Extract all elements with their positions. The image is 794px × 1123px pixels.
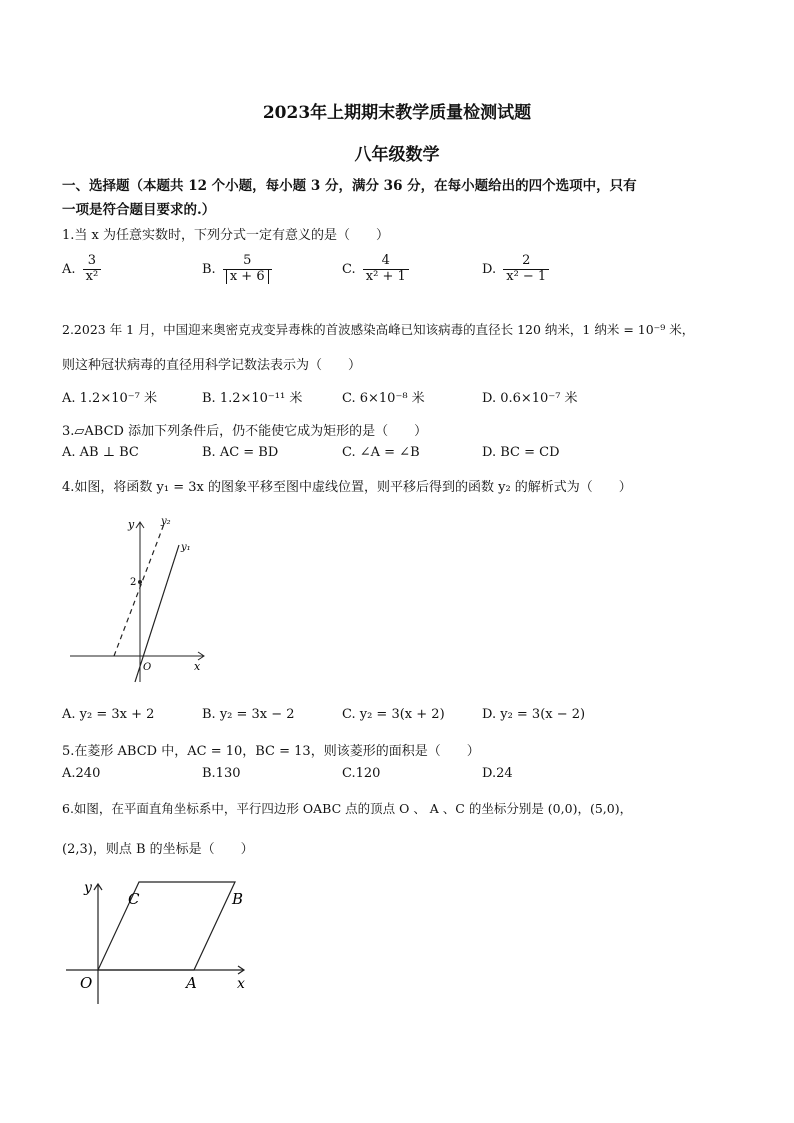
q4-tick-label: 2	[130, 577, 137, 588]
q4-origin-label: O	[143, 662, 152, 673]
q1-option-d-den: x² − 1	[503, 269, 549, 285]
page-title: 2023年上期期末教学质量检测试题	[262, 103, 532, 123]
q5-option-b[interactable]: B.130	[202, 766, 241, 781]
q1-option-b-label: B.	[202, 261, 216, 277]
q6-parallelogram	[98, 882, 235, 970]
q4-option-d[interactable]: D. y₂ = 3(x − 2)	[482, 707, 586, 722]
q1-option-a-num: 3	[87, 253, 97, 268]
q1-option-d-num: 2	[522, 253, 531, 268]
q2-stem-line1: 2.2023 年 1 月，中国迎来奥密克戎变异毒株的首波感染高峰已知该病毒的直径长 120 纳米，1 纳米 = 10⁻⁹ 米，	[62, 322, 695, 337]
q1-option-d-fraction	[503, 254, 549, 285]
q6-x-label: x	[237, 976, 245, 992]
q1-option-c-label: C.	[342, 261, 356, 277]
q3-option-c[interactable]: C. ∠A = ∠B	[342, 445, 420, 460]
q4-line-y2	[114, 524, 164, 656]
q1-option-d-label: D.	[482, 261, 497, 277]
q6-graph	[62, 872, 262, 1012]
q1-option-b-fraction	[223, 254, 272, 285]
q6-label-b: B	[232, 890, 244, 908]
q3-option-d[interactable]: D. BC = CD	[482, 445, 560, 460]
q5-option-d[interactable]: D.24	[482, 766, 513, 781]
q2-option-c[interactable]: C. 6×10⁻⁸ 米	[342, 391, 425, 406]
q2-option-a[interactable]: A. 1.2×10⁻⁷ 米	[62, 391, 157, 406]
q6-label-o: O	[80, 974, 93, 992]
q3-option-b[interactable]: B. AC = BD	[202, 445, 279, 460]
q4-y2-label: y₂	[161, 516, 171, 527]
q1-option-b-num: 5	[243, 253, 252, 268]
q6-label-c: C	[128, 890, 140, 908]
q1-option-c[interactable]	[342, 254, 409, 285]
q4-option-c[interactable]: C. y₂ = 3(x + 2)	[342, 707, 445, 722]
q1-option-c-den: x² + 1	[363, 269, 409, 285]
q1-option-a-den: x²	[83, 269, 102, 285]
q4-intercept-point	[138, 580, 142, 584]
q3-stem: 3.▱ABCD 添加下列条件后，仍不能使它成为矩形的是（ ）	[62, 424, 428, 439]
q2-option-b[interactable]: B. 1.2×10⁻¹¹ 米	[202, 391, 303, 406]
q1-option-a[interactable]	[62, 254, 101, 285]
q1-option-a-label: A.	[62, 261, 76, 277]
q4-y-label: y	[128, 518, 135, 531]
q4-option-a[interactable]: A. y₂ = 3x + 2	[62, 707, 155, 722]
q4-option-b[interactable]: B. y₂ = 3x − 2	[202, 707, 295, 722]
q5-option-c[interactable]: C.120	[342, 766, 381, 781]
q4-x-label: x	[194, 660, 201, 673]
section-heading-line2: 一项是符合题目要求的.）	[62, 202, 216, 218]
q4-y1-label: y₁	[181, 542, 191, 553]
q1-option-d[interactable]	[482, 254, 549, 285]
q1-option-c-num: 4	[381, 253, 390, 268]
q4-line-y1	[135, 545, 179, 682]
section-heading-line1: 一、选择题（本题共 12 个小题，每小题 3 分，满分 36 分，在每小题给出的四个选项中，只有	[62, 178, 637, 194]
q1-option-a-fraction	[83, 254, 102, 285]
q5-stem: 5.在菱形 ABCD 中，AC = 10，BC = 13，则该菱形的面积是（ ）	[62, 744, 480, 759]
q1-stem: 1.当 x 为任意实数时，下列分式一定有意义的是（ ）	[62, 228, 389, 243]
q4-stem: 4.如图，将函数 y₁ = 3x 的图象平移至图中虚线位置，则平移后得到的函数 y₂ 的解析式为（ ）	[62, 480, 632, 495]
q1-option-b[interactable]	[202, 254, 272, 285]
q2-option-d[interactable]: D. 0.6×10⁻⁷ 米	[482, 391, 578, 406]
q6-stem-line1: 6.如图，在平面直角坐标系中，平行四边形 OABC 点的顶点 O 、 A 、C 的坐标分别是 (0,0)，(5,0)，	[62, 801, 633, 816]
q3-option-a[interactable]: A. AB ⊥ BC	[62, 445, 139, 460]
q6-stem-line2: (2,3)，则点 B 的坐标是（ ）	[62, 842, 254, 857]
q4-graph	[66, 510, 216, 690]
q6-y-label: y	[84, 880, 92, 896]
q1-option-c-fraction	[363, 254, 409, 285]
q2-stem-line2: 则这种冠状病毒的直径用科学记数法表示为（ ）	[62, 358, 362, 373]
q6-label-a: A	[186, 974, 197, 992]
page-subtitle: 八年级数学	[354, 145, 440, 165]
q1-option-b-den: x + 6	[226, 269, 269, 284]
q5-option-a[interactable]: A.240	[62, 766, 101, 781]
